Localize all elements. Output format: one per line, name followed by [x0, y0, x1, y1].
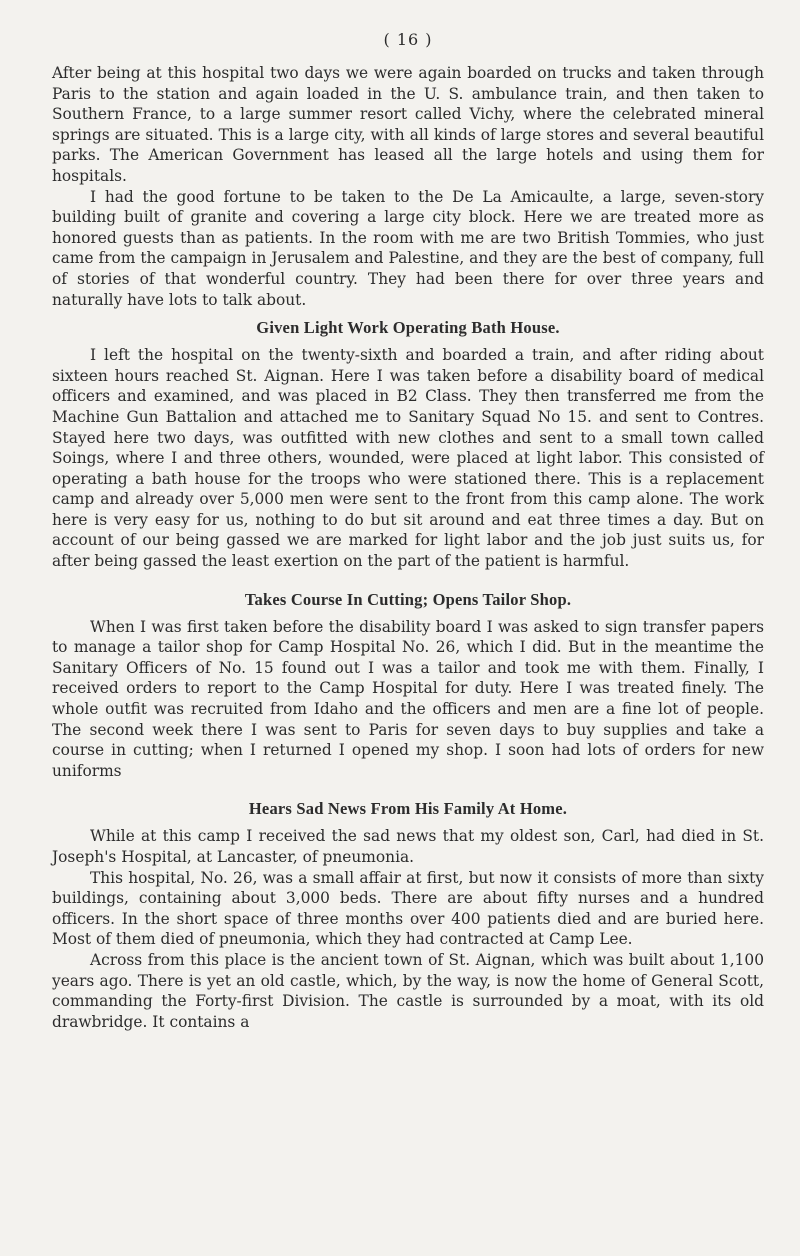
section-sad-news: [52, 799, 764, 1032]
section-heading-sad-news: Hears Sad News From His Family At Home.: [248, 799, 568, 819]
section-intro: [52, 63, 764, 310]
paragraph-ancient-town: Across from this place is the ancient town of St. Aignan, which was built about 1,100 years ago. There is yet an old castle, which, by the way, is now the home of General Scott, commanding the Forty-first Division. The castle is surrounded by a moat, with its old drawbridge. It contains a: [52, 950, 764, 1031]
paragraph-hospital-26: This hospital, No. 26, was a small affair at first, but now it consists of more than sixty buildings, containing about 3,000 beds. There are about fifty nurses and a hundred officers. In the short space of three months over 400 patients died and are buried here. Most of them died of pneumonia, which they had contracted at Camp Lee.: [52, 868, 764, 949]
paragraph-vichy: After being at this hospital two days we were again boarded on trucks and taken through Paris to the station and again loaded in the U. S. ambulance train, and then taken to Southern France, to a large summer resort called Vichy, where the celebrated mineral springs are situated. This is a large city, with all kinds of large stores and several beautiful parks. The American Government has leased all the large hotels and using them for hospitals.: [52, 64, 764, 185]
section-heading-bath-house: Given Light Work Operating Bath House.: [256, 318, 560, 338]
paragraph-amicaulte: I had the good fortune to be taken to the De La Amicaulte, a large, seven-story building built of granite and covering a large city block. Here we are treated more as honored guests than as patients. In the room with me are two British Tommies, who just came from the campaign in Jerusalem and Palestine, and they are the best of company, full of stories of that wonderful country. They had been there for over three years and naturally have lots to talk about.: [52, 187, 764, 309]
section-heading-tailor-shop: Takes Course In Cutting; Opens Tailor Shop.: [244, 589, 572, 609]
paragraph-sad-news: While at this camp I received the sad news that my oldest son, Carl, had died in St. Joseph's Hospital, at Lancaster, of pneumonia.: [52, 827, 764, 866]
page-number: ( 16 ): [383, 30, 433, 49]
paragraph-st-aignan: I left the hospital on the twenty-sixth and boarded a train, and after riding about sixteen hours reached St. Aignan. Here I was taken before a disability board of medical officers and examined, and was placed in B2 Class. They then transferred me from the Machine Gun Battalion and attached me to Sanitary Squad No 15. and sent to Contres. Stayed here two days, was outfitted with new clothes and sent to a small town called Soings, where I and three others, wounded, were placed at light labor. This consisted of operating a bath house for the troops who were stationed there. This is a replacement camp and already over 5,000 men were sent to the front from this camp alone. The work here is very easy for us, nothing to do but sit around and eat three times a day. But on account of our being gassed we are marked for light labor and the job just suits us, for after being gassed the least exertion on the part of the patient is harmful.: [52, 346, 764, 571]
section-bath-house: [52, 318, 764, 572]
section-tailor-shop: [52, 590, 764, 782]
paragraph-tailor-shop: When I was first taken before the disability board I was asked to sign transfer papers to manage a tailor shop for Camp Hospital No. 26, which I did. But in the meantime the Sanitary Officers of No. 15 found out I was a tailor and took me with them. Finally, I received orders to report to the Camp Hospital for duty. Here I was treated finely. The whole outfit was recruited from Idaho and the officers and men are a fine lot of people. The second week there I was sent to Paris for seven days to buy supplies and take a course in cutting; when I returned I opened my shop. I soon had lots of orders for new uniforms: [52, 617, 764, 780]
